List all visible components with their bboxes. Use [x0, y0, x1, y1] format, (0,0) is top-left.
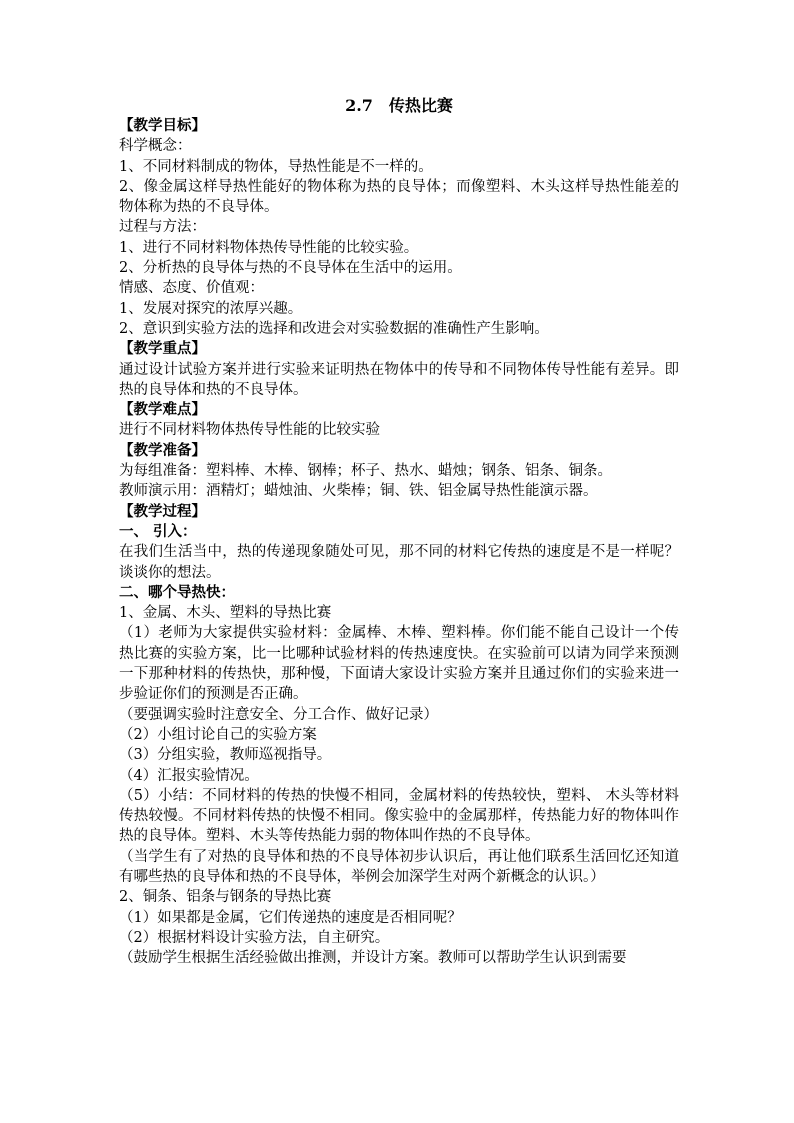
section-heading: 【教学过程】: [119, 502, 206, 520]
paragraph: （5）小结：不同材料的传热的快慢不相同，金属材料的传热较快，塑料、 木头等材料传热较慢。不同材料传热的快慢不相同。像实验中的金属那样，传热能力好的物体叫作热的良导体。塑料、木头等传热能力弱的物体叫作热的不良导体。: [119, 787, 679, 845]
document-page: [119, 96, 679, 968]
paragraph: （要强调实验时注意安全、分工合作、做好记录）: [119, 706, 438, 723]
paragraph: 在我们生活当中，热的传递现象随处可见，那不同的材料它传热的速度是不是一样呢？谈谈你的想法。: [119, 544, 679, 581]
paragraph: 2、分析热的良导体与热的不良导体在生活中的运用。: [119, 260, 462, 277]
paragraph: （鼓励学生根据生活经验做出推测，并设计方案。教师可以帮助学生认识到需要: [119, 950, 627, 967]
paragraph: （4）汇报实验情况。: [119, 767, 259, 784]
paragraph: （2）根据材料设计实验方法，自主研究。: [119, 929, 390, 946]
section-heading: 二、哪个导热快：: [119, 583, 235, 601]
paragraph: 1、发展对探究的浓厚兴趣。: [119, 300, 303, 317]
document-title: 2.7 传热比赛: [345, 96, 453, 115]
paragraph: 教师演示用：酒精灯；蜡烛油、火柴棒；铜、铁、铝金属导热性能演示器。: [119, 483, 598, 500]
section-heading: 一、 引入：: [119, 522, 197, 540]
paragraph: （1）老师为大家提供实验材料：金属棒、木棒、塑料棒。你们能不能自己设计一个传热比赛的实验方案，比一比哪种试验材料的传热速度快。在实验前可以请为同学来预测一下那种材料的传热快，那种慢，下面请大家设计实验方案并且通过你们的实验来进一步验证你们的预测是否正确。: [119, 625, 679, 703]
section-heading: 【教学准备】: [119, 441, 206, 459]
paragraph: （2）小组讨论自己的实验方案: [119, 726, 317, 743]
paragraph: 过程与方法：: [119, 219, 206, 236]
paragraph: 情感、态度、价值观：: [119, 280, 264, 297]
section-heading: 【教学重点】: [119, 340, 206, 358]
paragraph: 通过设计试验方案并进行实验来证明热在物体中的传导和不同物体传导性能有差异。即热的良导体和热的不良导体。: [119, 361, 679, 398]
paragraph: 为每组准备：塑料棒、木棒、钢棒；杯子、热水、蜡烛；钢条、铝条、铜条。: [119, 463, 612, 480]
paragraph: 1、不同材料制成的物体，导热性能是不一样的。: [119, 158, 433, 175]
paragraph: 科学概念：: [119, 138, 192, 155]
paragraph: 2、意识到实验方法的选择和改进会对实验数据的准确性产生影响。: [119, 320, 549, 337]
section-heading: 【教学目标】: [119, 117, 206, 134]
document-body: [119, 116, 679, 968]
paragraph: （3）分组实验，教师巡视指导。: [119, 747, 332, 764]
paragraph: （1）如果都是金属，它们传递热的速度是否相同呢？: [119, 909, 462, 926]
paragraph: 2、像金属这样导热性能好的物体称为热的良导体；而像塑料、木头这样导热性能差的物体称为热的不良导体。: [119, 178, 679, 216]
paragraph: 2、铜条、铝条与钢条的导热比赛: [119, 889, 332, 906]
section-heading: 【教学难点】: [119, 401, 206, 419]
paragraph: 进行不同材料物体热传导性能的比较实验: [119, 422, 380, 439]
paragraph: 1、进行不同材料物体热传导性能的比较实验。: [119, 239, 419, 256]
paragraph: 1、金属、木头、塑料的导热比赛: [119, 605, 332, 622]
paragraph: （当学生有了对热的良导体和热的不良导体初步认识后，再让他们联系生活回忆还知道有哪些热的良导体和热的不良导体，举例会加深学生对两个新概念的认识。）: [119, 848, 679, 885]
